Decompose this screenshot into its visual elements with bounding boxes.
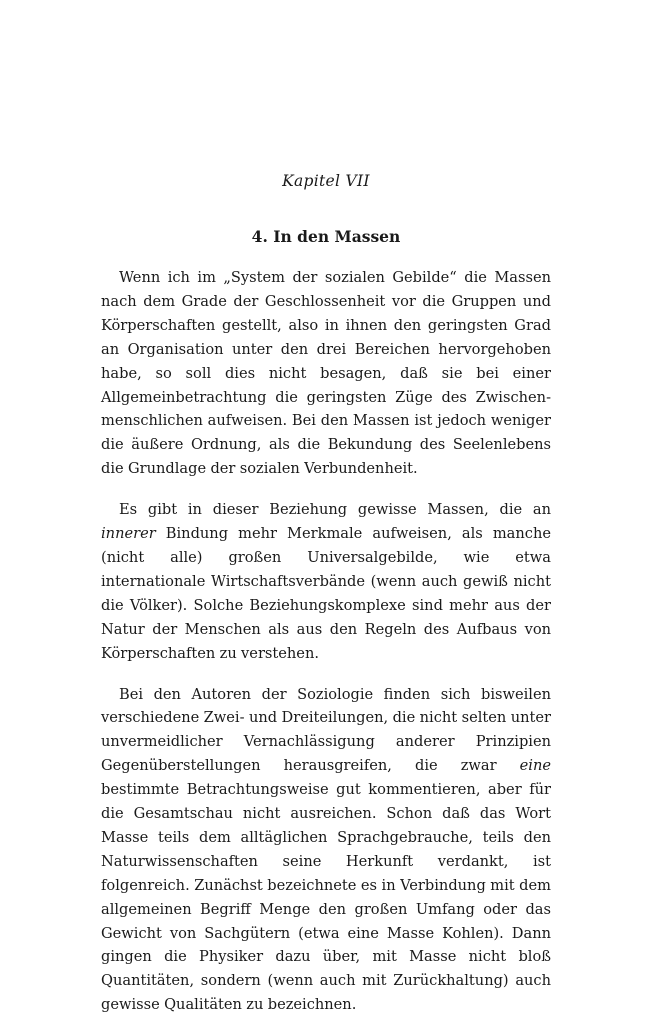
- emphasized-text: innerer: [101, 525, 156, 543]
- emphasized-text: eine: [519, 757, 551, 775]
- text-run: Bei den Autoren der Soziologie finden sich bisweilen verschiedene Zwei- und Dreiteilungen, die nicht selten unter unvermeidlicher Vernachlässigung anderer Prinzipien Gegenüberstellungen herausgreifen, die zwar: [101, 685, 551, 775]
- paragraph: [101, 266, 551, 481]
- text-run: Wenn ich im „System der sozialen Gebilde“ die Massen nach dem Grade der Geschlossenheit vor die Gruppen und Körperschaften gestellt, also in ihnen den geringsten Grad an Organisation unter den drei Bereichen hervorgehoben habe, so soll dies nicht besagen, daß sie bei einer Allgemeinbetrachtung die geringsten Züge des Zwischenmenschlichen aufweisen. Bei den Massen ist jedoch weniger die äußere Ordnung, als die Bekundung des Seelenlebens die Grundlage der sozialen Verbundenheit.: [101, 269, 551, 478]
- paragraph: [101, 683, 551, 1018]
- text-run: bestimmte Betrachtungsweise gut kommentieren, aber für die Gesamtschau nicht ausreichen. Schon daß das Wort Masse teils dem alltäglichen Sprachgebrauche, teils den Naturwissenschaften seine Herkunft verdankt, ist folgenreich. Zunächst bezeichnete es in Verbindung mit dem allgemeinen Begriff Menge den großen Umfang oder das Gewicht von Sachgütern (etwa eine Masse Kohlen). Dann gingen die Physiker dazu über, mit Masse nicht bloß Quantitäten, sondern (wenn auch mit Zurückhaltung) auch gewisse Qualitäten zu bezeichnen.: [101, 781, 551, 1014]
- body-text: [101, 266, 551, 1034]
- text-run: Bindung mehr Merkmale aufweisen, als manche (nicht alle) großen Universalgebilde, wie etwa internationale Wirtschaftsverbände (wenn auch gewiß nicht die Völker). Solche Beziehungskomplexe sind mehr aus der Natur der Menschen als aus den Regeln des Aufbaus von Körperschaften zu verstehen.: [101, 525, 551, 662]
- paragraph: [101, 498, 551, 665]
- chapter-heading: Kapitel VII: [282, 172, 370, 190]
- text-run: Es gibt in dieser Beziehung gewisse Massen, die an: [119, 501, 551, 519]
- section-heading: 4. In den Massen: [251, 227, 401, 246]
